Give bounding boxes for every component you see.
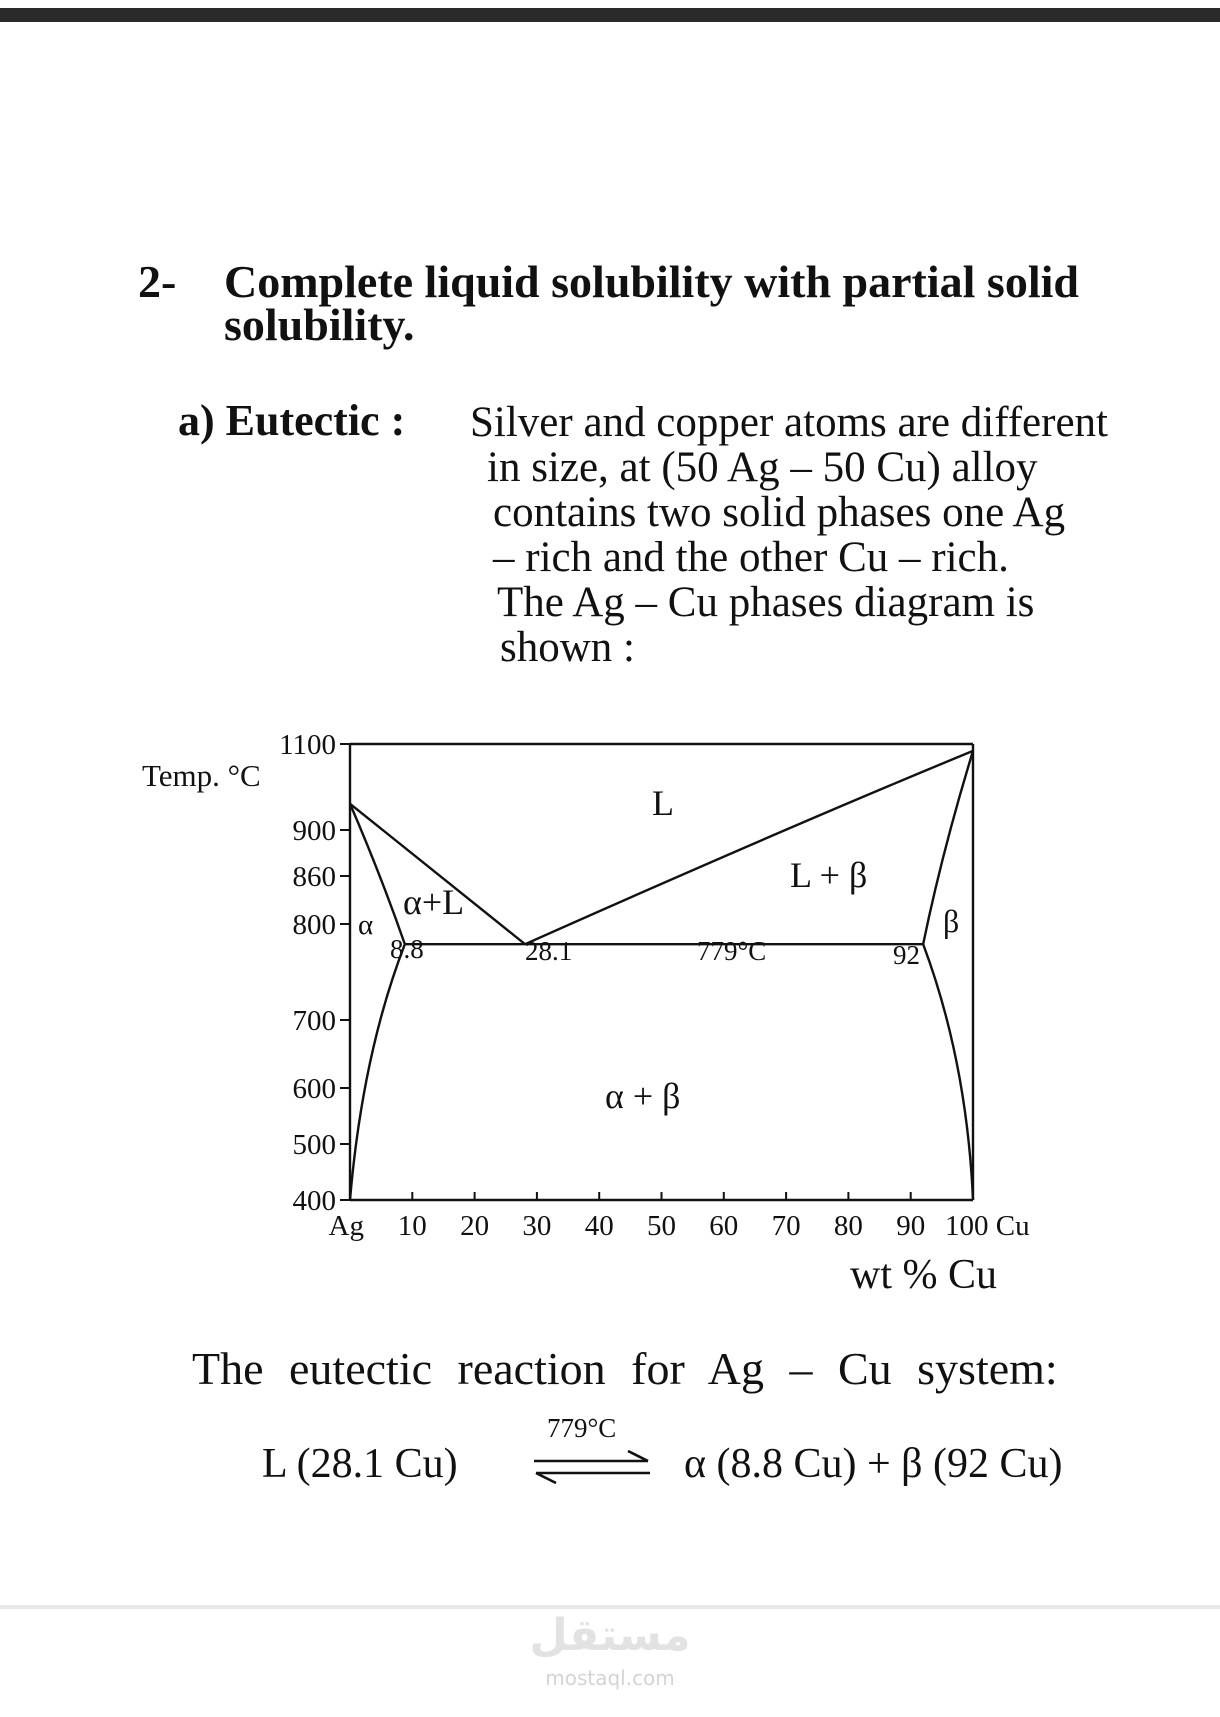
- x-tick-label: 80: [833, 1210, 863, 1242]
- subsection-label: a) Eutectic :: [178, 396, 406, 445]
- paragraph-line-6: shown :: [500, 624, 635, 671]
- x-tick-label: 90: [896, 1210, 926, 1242]
- y-tick-label: 860: [292, 861, 336, 893]
- x-axis-label: wt % Cu: [850, 1252, 997, 1298]
- phase-label-liquid-beta: L + β: [790, 855, 868, 895]
- reaction-temperature: 779°C: [547, 1413, 617, 1443]
- reaction-products: α (8.8 Cu) + β (92 Cu): [684, 1441, 1063, 1487]
- phase-label-alpha: α: [358, 909, 374, 941]
- scan-edge-line: [0, 1605, 1220, 1609]
- paragraph-line-1: Silver and copper atoms are different: [470, 399, 1108, 446]
- x-tick-label: 70: [771, 1210, 801, 1242]
- reaction-reactant: L (28.1 Cu): [262, 1441, 458, 1487]
- x-tick-label: 20: [460, 1210, 490, 1242]
- y-tick-label: 600: [292, 1073, 336, 1105]
- y-tick-label: 900: [292, 815, 336, 847]
- liquidus-ag-side: [350, 804, 525, 944]
- solvus-alpha: [350, 944, 405, 1200]
- point-label-eutectic-composition: 28.1: [525, 936, 573, 966]
- x-tick-label: 10: [397, 1210, 427, 1242]
- heading-line-1: Complete liquid solubility with partial solid: [224, 256, 1079, 307]
- x-tick-label: 60: [709, 1210, 739, 1242]
- y-tick-label: 700: [292, 1005, 336, 1037]
- phase-label-alpha-liquid: α+L: [403, 882, 465, 922]
- paragraph-line-2: in size, at (50 Ag – 50 Cu) alloy: [487, 444, 1038, 491]
- x-tick-label: Ag: [328, 1210, 364, 1242]
- x-tick-label: 100 Cu: [945, 1210, 1030, 1242]
- top-border-bar: [0, 8, 1220, 22]
- point-label-beta-min: 92: [893, 940, 920, 970]
- watermark-logo: مستقل: [529, 1610, 691, 1661]
- x-tick-label: 50: [647, 1210, 676, 1242]
- point-label-alpha-max: 8.8: [390, 934, 424, 964]
- y-tick-label: 1100: [279, 729, 336, 761]
- y-tick-label: 500: [292, 1129, 336, 1161]
- phase-label-liquid: L: [652, 783, 674, 823]
- point-label-eutectic-temperature: 779°C: [697, 936, 767, 966]
- equilibrium-arrows-icon: [528, 1450, 658, 1484]
- phase-label-beta: β: [943, 903, 960, 939]
- liquidus-cu-side: [525, 751, 973, 944]
- x-tick-label: 30: [522, 1210, 552, 1242]
- y-axis-label: Temp. °C: [142, 758, 261, 793]
- reaction-intro-text: The eutectic reaction for Ag – Cu system:: [192, 1343, 1058, 1394]
- heading-line-2: solubility.: [224, 299, 415, 350]
- heading-number: 2-: [138, 256, 177, 307]
- paragraph-line-4: – rich and the other Cu – rich.: [493, 534, 1009, 581]
- solvus-beta: [923, 944, 973, 1200]
- paragraph-line-5: The Ag – Cu phases diagram is: [497, 579, 1035, 626]
- watermark-url: mostaql.com: [545, 1666, 675, 1690]
- y-tick-label: 400: [292, 1185, 336, 1217]
- y-tick-label: 800: [292, 909, 336, 941]
- x-tick-label: 40: [584, 1210, 614, 1242]
- ag-cu-phase-diagram: [0, 700, 1220, 1300]
- y-axis-ticks: [279, 729, 350, 1217]
- paragraph-line-3: contains two solid phases one Ag: [493, 489, 1066, 536]
- phase-label-alpha-beta: α + β: [605, 1076, 681, 1116]
